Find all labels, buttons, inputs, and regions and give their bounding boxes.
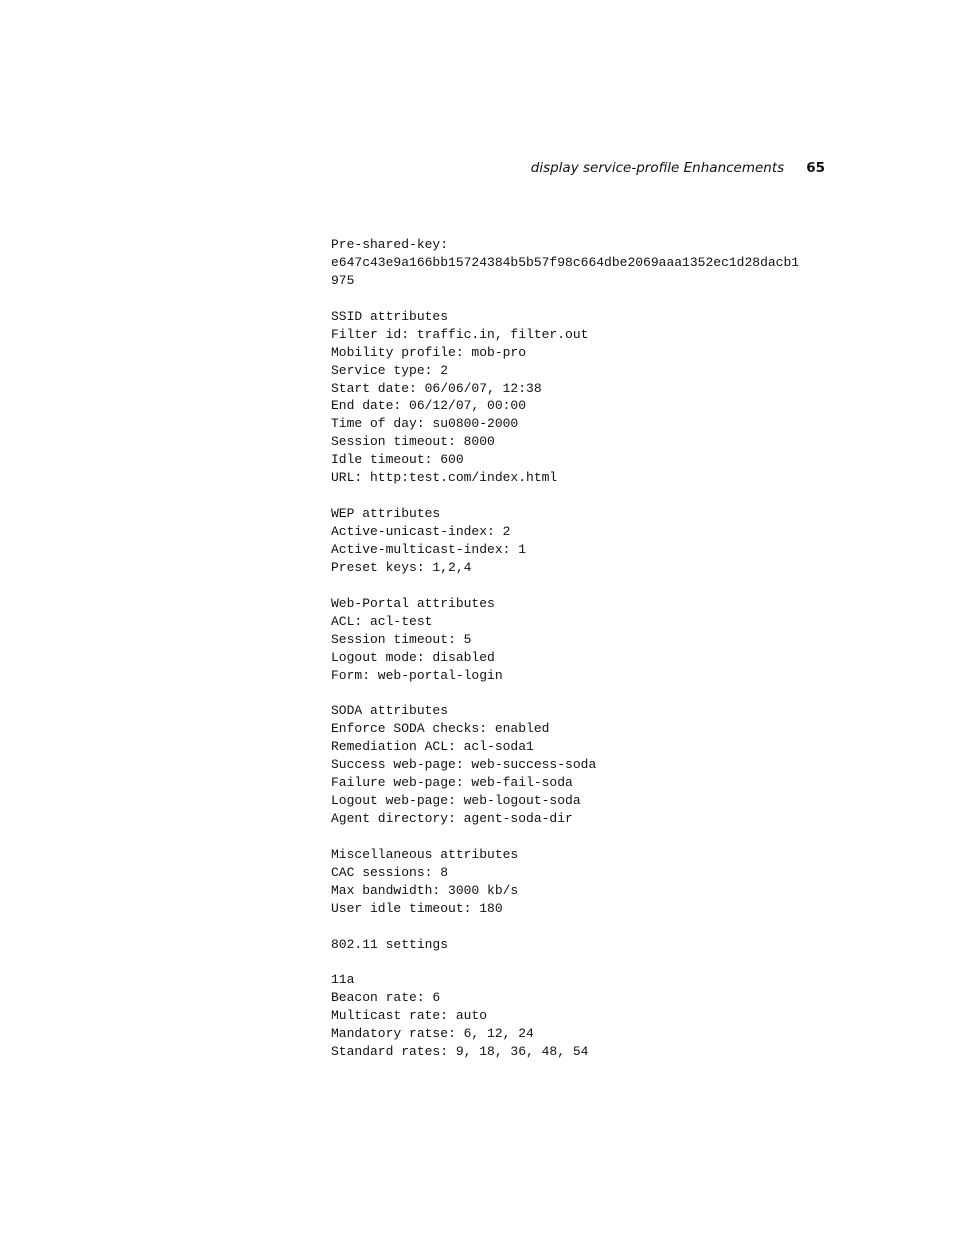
blank-line: [331, 290, 799, 308]
output-line: User idle timeout: 180: [331, 900, 503, 916]
output-line: Pre-shared-key:: [331, 237, 449, 252]
output-line: Mandatory ratse: 6, 12, 24: [331, 1026, 534, 1042]
output-line: WEP attributes: [331, 506, 441, 522]
output-line: Agent directory: agent-soda-dir: [331, 811, 573, 826]
output-line: SSID attributes: [331, 308, 449, 324]
output-line: Session timeout: 5: [331, 631, 472, 647]
output-line: Beacon rate: 6: [331, 990, 441, 1006]
output-line: 975: [331, 272, 355, 288]
command-output: [331, 236, 799, 1061]
output-line: 11a: [331, 972, 355, 988]
output-line: e647c43e9a166bb15724384b5b57f98c664dbe2069aaa1352ec1d28dacb1: [331, 254, 800, 270]
running-header: [531, 160, 825, 176]
output-line: Web-Portal attributes: [331, 595, 495, 611]
output-line: Filter id: traffic.in, filter.out: [331, 326, 589, 342]
output-line: Standard rates: 9, 18, 36, 48, 54: [331, 1044, 589, 1060]
output-line: Multicast rate: auto: [331, 1008, 488, 1024]
output-line: CAC sessions: 8: [331, 864, 449, 880]
output-line: Enforce SODA checks: enabled: [331, 721, 550, 737]
blank-line: [331, 954, 799, 972]
output-line: 802.11 settings: [331, 936, 449, 952]
output-line: End date: 06/12/07, 00:00: [331, 398, 527, 414]
output-line: Time of day: su0800-2000: [331, 416, 519, 432]
output-line: Mobility profile: mob-pro: [331, 344, 527, 360]
blank-line: [331, 577, 799, 595]
output-line: Start date: 06/06/07, 12:38: [331, 380, 542, 396]
output-line: Active-multicast-index: 1: [331, 541, 527, 557]
output-line: Max bandwidth: 3000 kb/s: [331, 882, 519, 898]
section-title: display service-profile Enhancements: [530, 160, 785, 176]
output-line: SODA attributes: [331, 703, 449, 719]
output-line: Form: web-portal-login: [331, 667, 503, 683]
output-line: URL: http:test.com/index.html: [331, 470, 558, 486]
output-line: Preset keys: 1,2,4: [331, 559, 472, 575]
output-line: Active-unicast-index: 2: [331, 524, 511, 539]
page-number: 65: [806, 160, 825, 176]
blank-line: [331, 487, 799, 505]
output-line: Service type: 2: [331, 362, 449, 378]
output-line: Session timeout: 8000: [331, 434, 495, 450]
output-line: Idle timeout: 600: [331, 452, 464, 468]
output-line: Failure web-page: web-fail-soda: [331, 775, 573, 791]
blank-line: [331, 684, 799, 702]
output-line: Logout web-page: web-logout-soda: [331, 793, 581, 809]
output-line: Remediation ACL: acl-soda1: [331, 739, 534, 755]
output-line: Miscellaneous attributes: [331, 846, 519, 862]
blank-line: [331, 918, 799, 936]
output-line: Success web-page: web-success-soda: [331, 757, 597, 773]
output-line: ACL: acl-test: [331, 613, 433, 629]
blank-line: [331, 828, 799, 846]
output-line: Logout mode: disabled: [331, 649, 495, 665]
